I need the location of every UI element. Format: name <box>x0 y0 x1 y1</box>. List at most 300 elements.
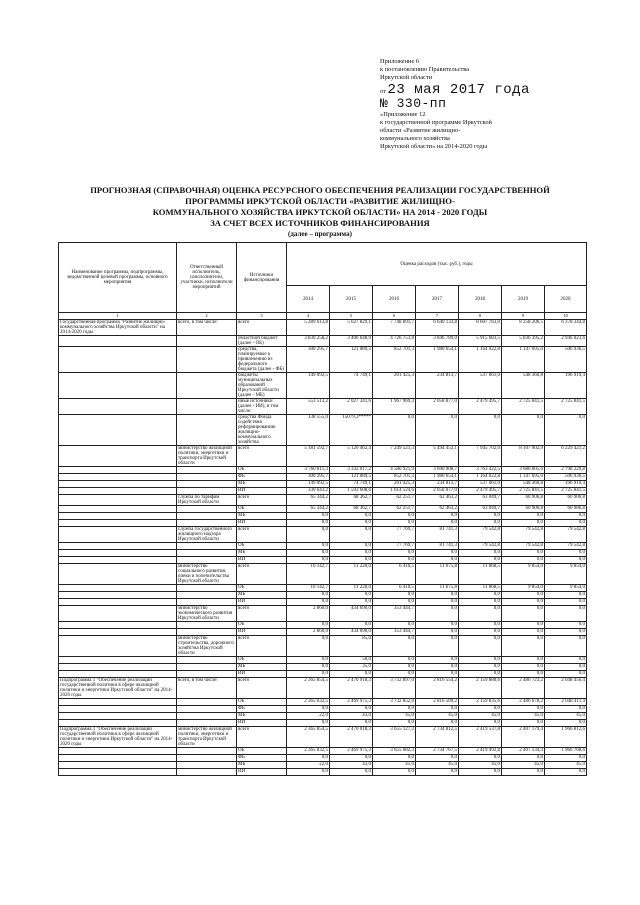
amount-cell: 7 945 702,0 <box>459 446 502 467</box>
executor-cell <box>177 657 237 664</box>
column-number: 6 <box>373 313 416 320</box>
executor-cell <box>177 706 237 713</box>
table-body <box>59 320 587 776</box>
table-row <box>59 727 587 748</box>
amount-cell: 9 854,0 <box>545 585 587 592</box>
amount-cell: 74 749,1 <box>330 373 373 399</box>
executor-cell <box>177 622 237 629</box>
source-cell: ИИ <box>237 720 287 727</box>
program-name-cell <box>59 599 177 606</box>
program-name-cell <box>59 720 177 727</box>
header-year: 2020 <box>545 286 587 313</box>
amount-cell: 11 220,0 <box>330 564 373 585</box>
source-cell: ИИ <box>237 629 287 636</box>
amount-cell: 0,0 <box>287 664 330 671</box>
amount-cell: 60 906,8 <box>545 506 587 513</box>
header-year: 2019 <box>502 286 545 313</box>
amount-cell: 4 580 921,9 <box>373 467 416 474</box>
amount-cell: 0,0 <box>502 755 545 762</box>
amount-cell: 0,0 <box>545 592 587 599</box>
table-row <box>59 399 587 415</box>
source-cell: всего <box>237 606 287 622</box>
table-row <box>59 415 587 446</box>
program-name-cell <box>59 399 177 415</box>
program-name-cell <box>59 755 177 762</box>
executor-cell <box>177 513 237 520</box>
amount-cell: 79 542,8 <box>502 543 545 550</box>
amount-cell: 121 089,5 <box>330 474 373 481</box>
amount-cell: 6 640 133,8 <box>416 320 459 336</box>
program-name-cell: Подпрограмма 1 "Обеспечение реализации государственной политики в сфере жилищной политики и энергетики Иркутской области" на 2014-2020 годы <box>59 678 177 699</box>
amount-cell: 10 142,7 <box>287 564 330 585</box>
amount-cell: 11 868,5 <box>459 564 502 585</box>
amount-cell: 1 614 524,6 <box>373 488 416 495</box>
amount-cell: 2 407 179,4 <box>502 727 545 748</box>
title-line: ПРОГНОЗНАЯ (СПРАВОЧНАЯ) ОЦЕНКА РЕСУРСНОГО ОБЕСПЕЧЕНИЯ РЕАЛИЗАЦИИ ГОСУДАРСТВЕННОЙ <box>90 185 550 195</box>
header-year: 2015 <box>330 286 373 313</box>
amount-cell: 0,0 <box>330 513 373 520</box>
column-number: 10 <box>545 313 587 320</box>
amount-cell: 6 378 344,8 <box>545 320 587 336</box>
amount-cell: 11 868,5 <box>459 585 502 592</box>
amount-cell: 0,0 <box>416 622 459 629</box>
amount-cell: 852 701,3 <box>373 474 416 481</box>
amount-cell: 0,0 <box>502 415 545 446</box>
amount-cell: 5 915 683,5 <box>459 336 502 347</box>
amount-cell: 0,0 <box>502 599 545 606</box>
amount-cell: 0,0 <box>416 550 459 557</box>
amount-cell: 11 220,0 <box>330 585 373 592</box>
executor-cell: министерство строительства, дорожного хозяйства Иркутской области <box>177 636 237 657</box>
amount-cell: 0,0 <box>373 657 416 664</box>
amount-cell: 196 919,4 <box>545 481 587 488</box>
amount-cell: 5 120 462,4 <box>330 446 373 467</box>
amount-cell: 43,0 <box>330 713 373 720</box>
decree-number: № 330-пп <box>380 95 447 111</box>
amount-cell: 300 295,7 <box>287 347 330 373</box>
amount-cell: 0,0 <box>416 720 459 727</box>
program-name-cell <box>59 488 177 495</box>
amount-cell: 3 732 852,0 <box>373 699 416 706</box>
source-cell: ОБ <box>237 467 287 474</box>
program-name-cell <box>59 664 177 671</box>
amount-cell: 9 854,0 <box>545 564 587 585</box>
executor-cell <box>177 506 237 513</box>
amount-cell: 0,0 <box>373 664 416 671</box>
amount-cell: 0,0 <box>459 520 502 527</box>
executor-cell <box>177 347 237 373</box>
program-name-cell <box>59 543 177 550</box>
amount-cell: 3 655 127,3 <box>373 727 416 748</box>
amount-cell: 5 627 829,1 <box>330 320 373 336</box>
amount-cell: 5 494 453,1 <box>416 446 459 467</box>
amount-cell: 2 486 678,2 <box>502 699 545 706</box>
amount-cell: 0,0 <box>545 520 587 527</box>
executor-cell <box>177 592 237 599</box>
column-number: 4 <box>287 313 330 320</box>
amount-cell: 506 936,5 <box>545 474 587 481</box>
amount-cell: 0,0 <box>545 550 587 557</box>
table-row <box>59 446 587 467</box>
program-name-cell <box>59 592 177 599</box>
amount-cell: 45,0 <box>373 713 416 720</box>
amount-cell: 62 463,2 <box>416 506 459 513</box>
executor-cell: служба по тарифам Иркутской области <box>177 495 237 506</box>
amount-cell: 2 469 975,3 <box>330 748 373 755</box>
table-row <box>59 606 587 622</box>
table-row <box>59 550 587 557</box>
amount-cell: 0,0 <box>287 527 330 543</box>
amount-cell: 201 425,3 <box>373 481 416 488</box>
amount-cell: 0,0 <box>287 769 330 776</box>
amount-cell: 0,0 <box>545 513 587 520</box>
amount-cell: 0,0 <box>459 664 502 671</box>
amount-cell: 434 690,0 <box>330 606 373 622</box>
table-row <box>59 678 587 699</box>
amount-cell: 63 049,7 <box>459 495 502 506</box>
amount-cell: 8 258 206,5 <box>502 320 545 336</box>
program-name-cell <box>59 657 177 664</box>
amount-cell: 0,0 <box>459 706 502 713</box>
amount-cell: 45,0 <box>459 713 502 720</box>
amount-cell: 0,0 <box>459 599 502 606</box>
executor-cell: всего, в том числе: <box>177 678 237 699</box>
program-name-cell <box>59 527 177 543</box>
amount-cell: 0,0 <box>287 720 330 727</box>
amount-cell: 0,0 <box>545 755 587 762</box>
amount-cell: 0,0 <box>373 592 416 599</box>
program-name-cell <box>59 474 177 481</box>
amount-cell: 0,0 <box>459 755 502 762</box>
document-title <box>60 185 580 229</box>
header-year: 2014 <box>287 286 330 313</box>
executor-cell <box>177 720 237 727</box>
source-cell: областной бюджет (далее - ОБ) <box>237 336 287 347</box>
amount-cell: 0,0 <box>502 550 545 557</box>
amount-cell: 1 966 768,6 <box>545 748 587 755</box>
program-name-cell <box>59 347 177 373</box>
amount-cell: 0,0 <box>373 706 416 713</box>
amount-cell: 0,0 <box>459 671 502 678</box>
amount-cell: 2 946 023,6 <box>545 336 587 347</box>
appendix-line: Иркутской области» на 2014-2020 годы <box>380 143 488 151</box>
amount-cell: 0,0 <box>545 629 587 636</box>
amount-cell: 74 749,1 <box>330 481 373 488</box>
amount-cell: 0,0 <box>287 599 330 606</box>
amount-cell: 77 769,7 <box>373 527 416 543</box>
source-cell: МБ <box>237 481 287 488</box>
amount-cell: 2 479 495,7 <box>459 488 502 495</box>
executor-cell <box>177 373 237 399</box>
amount-cell: 79 542,8 <box>459 543 502 550</box>
amount-cell: 0,0 <box>330 769 373 776</box>
amount-cell: 506 936,5 <box>545 347 587 373</box>
amount-cell: 0,0 <box>502 592 545 599</box>
executor-cell <box>177 557 237 564</box>
source-cell: МБ <box>237 513 287 520</box>
amount-cell: 0,0 <box>459 415 502 446</box>
amount-cell: 0,0 <box>287 520 330 527</box>
amount-cell: 0,0 <box>459 636 502 657</box>
amount-cell: 68 362,7 <box>330 495 373 506</box>
header-estimate: Оценка расходов (тыс. руб.), годы <box>287 243 587 286</box>
amount-cell: 0,0 <box>287 657 330 664</box>
amount-cell: 0,0 <box>502 636 545 657</box>
amount-cell: 0,0 <box>502 629 545 636</box>
amount-cell: 9 854,0 <box>502 585 545 592</box>
table-row <box>59 755 587 762</box>
amount-cell: 1 980 654,1 <box>416 474 459 481</box>
amount-cell: 2 470 018,3 <box>330 727 373 748</box>
table-row <box>59 629 587 636</box>
amount-cell: 121 089,5 <box>330 347 373 373</box>
column-number: 9 <box>502 313 545 320</box>
source-cell: ОБ <box>237 699 287 706</box>
amount-cell: 0,0 <box>545 599 587 606</box>
amount-cell: 7 748 891,7 <box>373 320 416 336</box>
amount-cell: 2 734 767,5 <box>416 748 459 755</box>
title-line: ПРОГРАММЫ ИРКУТСКОЙ ОБЛАСТИ «РАЗВИТИЕ ЖИЛИЩНО- <box>185 196 455 206</box>
executor-cell <box>177 769 237 776</box>
amount-cell: 434 690,0 <box>330 629 373 636</box>
amount-cell: 0,0 <box>416 592 459 599</box>
amount-cell: 22,0 <box>287 713 330 720</box>
amount-cell: 9 854,0 <box>502 564 545 585</box>
source-cell: ОБ <box>237 585 287 592</box>
source-cell: всего <box>237 564 287 585</box>
amount-cell: 3 732 897,0 <box>373 678 416 699</box>
amount-cell: 548 360,8 <box>502 481 545 488</box>
executor-cell <box>177 599 237 606</box>
table-row <box>59 513 587 520</box>
executor-cell <box>177 474 237 481</box>
amount-cell: 35,0 <box>330 664 373 671</box>
amount-cell: 2 725 841,5 <box>502 488 545 495</box>
amount-cell: 0,0 <box>287 755 330 762</box>
amount-cell: 0,0 <box>545 657 587 664</box>
amount-cell: 0,0 <box>416 513 459 520</box>
amount-cell: 45,0 <box>416 713 459 720</box>
appendix-line: «Приложение 12 <box>380 110 426 118</box>
source-cell: всего <box>237 495 287 506</box>
executor-cell <box>177 520 237 527</box>
amount-cell: 2 734 812,5 <box>416 727 459 748</box>
source-cell: ФБ <box>237 755 287 762</box>
resource-table <box>58 242 587 776</box>
amount-cell: 0,0 <box>459 629 502 636</box>
column-number: 3 <box>237 313 287 320</box>
amount-cell: 62 251,7 <box>373 495 416 506</box>
executor-cell <box>177 629 237 636</box>
amount-cell: 15079,3***** <box>330 415 373 446</box>
amount-cell: 234 813,7 <box>416 481 459 488</box>
amount-cell: 353 444,7 <box>373 606 416 622</box>
amount-cell: 1 164 022,8 <box>459 347 502 373</box>
table-row <box>59 320 587 336</box>
program-name-cell <box>59 629 177 636</box>
header-executor: Ответственный исполнитель, соисполнители, участники, исполнители мероприятий <box>177 243 237 313</box>
table-row <box>59 495 587 506</box>
amount-cell: 300 295,7 <box>287 474 330 481</box>
amount-cell: 2 058 077,0 <box>416 488 459 495</box>
amount-cell: 0,0 <box>545 706 587 713</box>
program-name-cell <box>59 467 177 474</box>
amount-cell: 0,0 <box>459 557 502 564</box>
table-row <box>59 543 587 550</box>
amount-cell: 0,0 <box>287 622 330 629</box>
date-prefix: от <box>380 87 386 95</box>
amount-cell: 79 542,8 <box>545 543 587 550</box>
source-cell: ОБ <box>237 622 287 629</box>
amount-cell: 45,0 <box>373 762 416 769</box>
program-name-cell <box>59 373 177 399</box>
amount-cell: 0,0 <box>545 606 587 622</box>
amount-cell: 2 419 492,8 <box>459 748 502 755</box>
amount-cell: 0,0 <box>459 550 502 557</box>
amount-cell: 0,0 <box>330 527 373 543</box>
amount-cell: 2 159 835,6 <box>459 699 502 706</box>
table-row <box>59 481 587 488</box>
amount-cell: 2 159 880,6 <box>459 678 502 699</box>
amount-cell: 62 463,2 <box>416 495 459 506</box>
executor-cell <box>177 543 237 550</box>
source-cell: МБ <box>237 592 287 599</box>
amount-cell: 2 365 854,5 <box>287 678 330 699</box>
amount-cell: 0,0 <box>416 415 459 446</box>
source-cell: всего <box>237 320 287 336</box>
amount-cell: 68 362,7 <box>330 506 373 513</box>
amount-cell: 11 675,8 <box>416 564 459 585</box>
amount-cell: 3 686 005,6 <box>502 467 545 474</box>
amount-cell: 0,0 <box>373 636 416 657</box>
amount-cell: 0,0 <box>502 720 545 727</box>
amount-cell: 0,0 <box>373 520 416 527</box>
table-row <box>59 671 587 678</box>
program-name-cell <box>59 769 177 776</box>
amount-cell: 0,0 <box>373 415 416 446</box>
amount-cell: 0,0 <box>502 664 545 671</box>
amount-cell: 0,0 <box>502 671 545 678</box>
amount-cell: 3 690 908,7 <box>416 467 459 474</box>
amount-cell: 0,0 <box>287 636 330 657</box>
table-row <box>59 520 587 527</box>
executor-cell: министерство жилищной политики, энергетики и транспорта Иркутской области <box>177 446 237 467</box>
executor-cell <box>177 336 237 347</box>
amount-cell: 0,0 <box>373 769 416 776</box>
source-cell: ОБ <box>237 657 287 664</box>
amount-cell: 0,0 <box>545 671 587 678</box>
amount-cell: 0,0 <box>416 599 459 606</box>
table-row <box>59 527 587 543</box>
source-cell: МБ <box>237 762 287 769</box>
program-name-cell <box>59 622 177 629</box>
amount-cell: 196 919,4 <box>545 373 587 399</box>
amount-cell: 2 407 134,4 <box>502 748 545 755</box>
amount-cell: 0,0 <box>330 755 373 762</box>
amount-cell: 2 816 554,2 <box>416 678 459 699</box>
amount-cell: 3 846 789,0 <box>416 336 459 347</box>
amount-cell: 353 444,7 <box>373 629 416 636</box>
amount-cell: 8 607 763,0 <box>459 320 502 336</box>
amount-cell: 0,0 <box>287 557 330 564</box>
amount-cell: 0,0 <box>416 629 459 636</box>
amount-cell: 2 479 495,7 <box>459 399 502 415</box>
amount-cell: 2 725 841,5 <box>502 399 545 415</box>
executor-cell <box>177 748 237 755</box>
amount-cell: 0,0 <box>373 557 416 564</box>
amount-cell: 2 798 229,8 <box>545 467 587 474</box>
amount-cell: 0,0 <box>373 671 416 678</box>
executor-cell <box>177 399 237 415</box>
amount-cell: 45,0 <box>416 762 459 769</box>
executor-cell <box>177 699 237 706</box>
amount-cell: 3 332 017,2 <box>330 467 373 474</box>
amount-cell: 65 344,2 <box>287 506 330 513</box>
header-year: 2018 <box>459 286 502 313</box>
amount-cell: 0,0 <box>330 599 373 606</box>
executor-cell <box>177 664 237 671</box>
amount-cell: 0,0 <box>373 720 416 727</box>
header-name: Наименование программы, подпрограммы, ведомственной целевой программы, основного мероприятия <box>59 243 177 313</box>
amount-cell: 45,0 <box>459 762 502 769</box>
program-name-cell <box>59 336 177 347</box>
executor-cell <box>177 585 237 592</box>
amount-cell: 0,0 <box>287 543 330 550</box>
amount-cell: 0,0 <box>373 622 416 629</box>
amount-cell: 10 142,7 <box>287 585 330 592</box>
executor-cell: служба государственного жилищного надзора Иркутской области <box>177 527 237 543</box>
amount-cell: 1 967 969,3 <box>373 399 416 415</box>
amount-cell: 0,0 <box>287 550 330 557</box>
amount-cell: 0,0 <box>330 720 373 727</box>
amount-cell: 2 725 841,5 <box>545 488 587 495</box>
program-name-cell <box>59 585 177 592</box>
column-number: 2 <box>177 313 237 320</box>
amount-cell: 0,0 <box>459 606 502 622</box>
amount-cell: 0,0 <box>502 513 545 520</box>
appendix-line: к постановлению Правительства <box>380 66 470 74</box>
source-cell: МБ <box>237 664 287 671</box>
source-cell: всего <box>237 446 287 467</box>
table-row <box>59 599 587 606</box>
source-cell: ИИ <box>237 599 287 606</box>
header-source: Источники финансирования <box>237 243 287 313</box>
amount-cell: 2 470 918,3 <box>330 678 373 699</box>
amount-cell: 1 147 695,0 <box>502 347 545 373</box>
source-cell: бюджеты муниципальных образований Иркутской области (далее - МБ) <box>237 373 287 399</box>
amount-cell: 553 513,2 <box>287 399 330 415</box>
decree-date: 23 мая 2017 года <box>387 81 530 98</box>
table-row <box>59 347 587 373</box>
program-name-cell <box>59 557 177 564</box>
source-cell: ИИ <box>237 769 287 776</box>
program-name-cell <box>59 415 177 446</box>
program-name-cell <box>59 706 177 713</box>
document-subtitle: (далее – программа) <box>288 230 352 238</box>
table-row <box>59 373 587 399</box>
amount-cell: 43,0 <box>330 762 373 769</box>
amount-cell: 11 675,8 <box>416 585 459 592</box>
amount-cell: 2 725 841,5 <box>545 399 587 415</box>
table-row <box>59 336 587 347</box>
amount-cell: 234 813,7 <box>416 373 459 399</box>
amount-cell: 0,0 <box>459 513 502 520</box>
amount-cell: 65 344,2 <box>287 495 330 506</box>
amount-cell: 45,0 <box>545 713 587 720</box>
source-cell: ОБ <box>237 748 287 755</box>
amount-cell: 852 701,3 <box>373 347 416 373</box>
executor-cell <box>177 550 237 557</box>
